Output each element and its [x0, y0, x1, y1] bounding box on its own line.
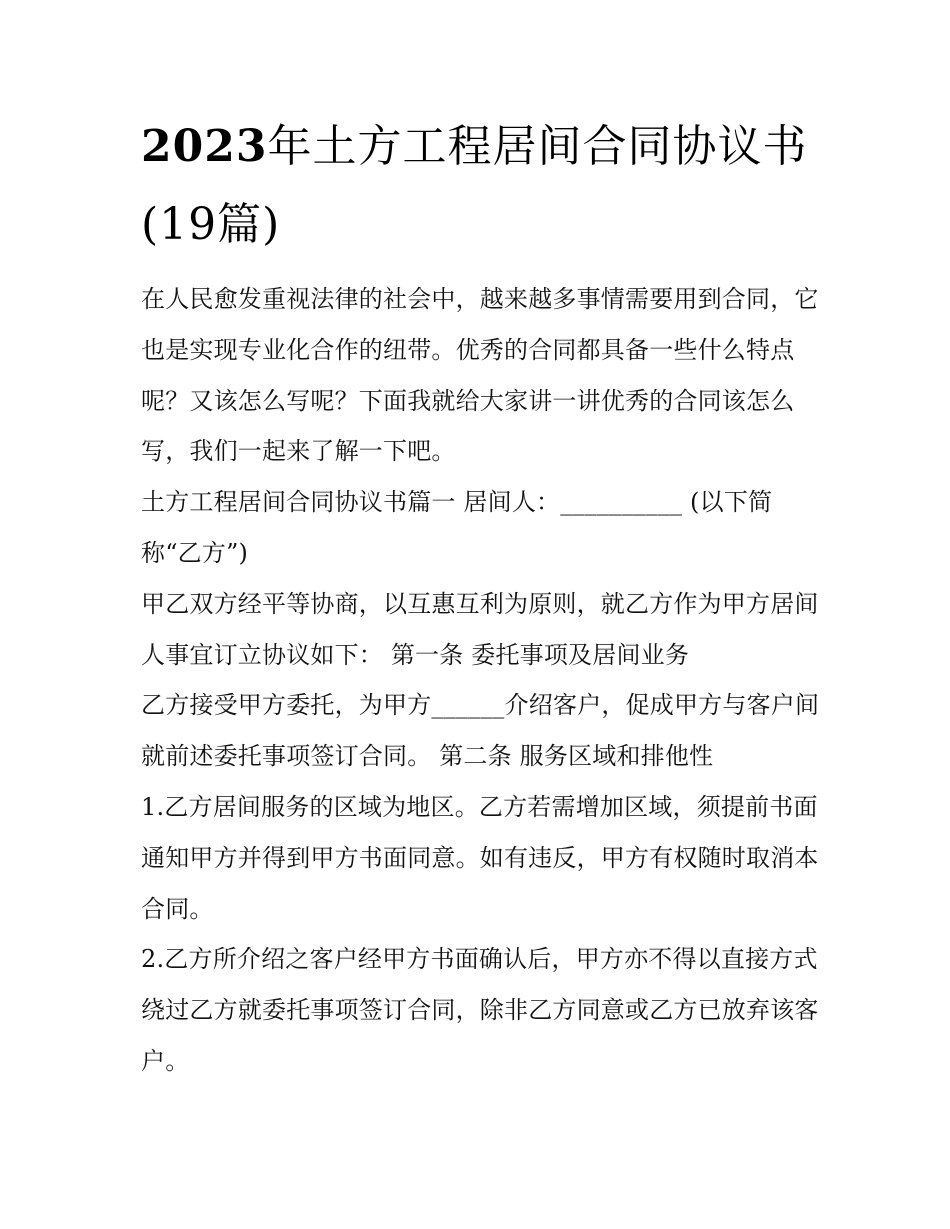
title-text: 年土方工程居间合同协议书(19篇) — [141, 121, 808, 250]
entrustment-paragraph: 乙方接受甲方委托，为甲方______介绍客户，促成甲方与客户间就前述委托事项签订合同。 第二条 服务区域和排他性 — [141, 691, 820, 771]
agreement-paragraph: 甲乙双方经平等协商，以互惠互利为原则，就乙方作为甲方居间人事宜订立协议如下： 第一条 委托事项及居间业务 — [141, 589, 819, 669]
clause-2-paragraph: 2.乙方所介绍之客户经甲方书面确认后，甲方亦不得以直接方式绕过乙方就委托事项签订合同，除非乙方同意或乙方已放弃该客户。 — [141, 945, 819, 1075]
document-body — [141, 274, 821, 1087]
clause-1-paragraph: 1.乙方居间服务的区域为地区。乙方若需增加区域，须提前书面通知甲方并得到甲方书面同意。如有违反，甲方有权随时取消本合同。 — [141, 792, 819, 923]
title-year: 2023 — [141, 121, 268, 172]
intro-paragraph: 在人民愈发重视法律的社会中，越来越多事情需要用到合同，它也是实现专业化合作的纽带。优秀的合同都具备一些什么特点呢？又该怎么写呢？下面我就给大家讲一讲优秀的合同该怎么写，我们一起来了解一下吧。 — [141, 285, 819, 466]
document-title — [141, 108, 821, 264]
section-one-heading: 土方工程居间合同协议书篇一 居间人：__________ (以下简称“乙方”) — [141, 488, 773, 567]
document-content — [141, 108, 821, 1087]
